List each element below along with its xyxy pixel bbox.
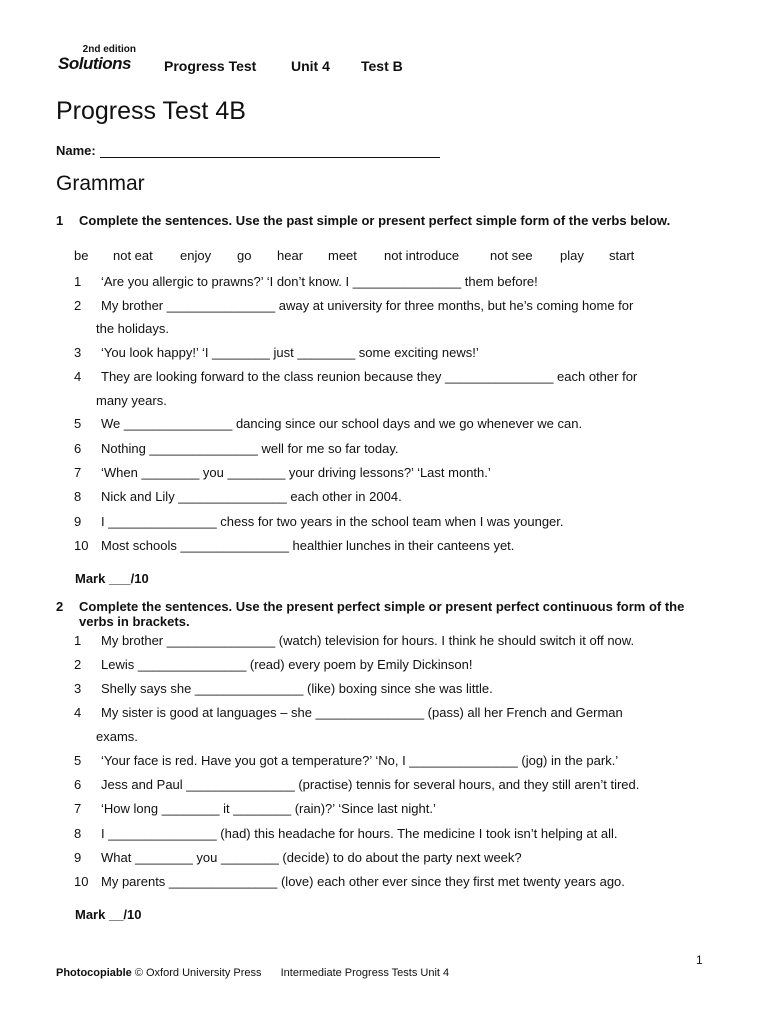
item-number: 5	[74, 416, 82, 431]
item-number: 5	[74, 753, 82, 768]
item-number: 2	[74, 298, 82, 313]
q2-mark: Mark __/10	[75, 907, 142, 922]
footer-course: Intermediate Progress Tests Unit 4	[280, 967, 450, 979]
item-number: 9	[74, 514, 82, 529]
name-label: Name:	[56, 143, 96, 158]
word-bank-item: start	[609, 248, 635, 263]
header-unit: Unit 4	[291, 58, 330, 74]
footer-photocopiable: Photocopiable	[56, 967, 132, 979]
item-number: 8	[74, 489, 82, 504]
word-bank-item: not see	[490, 248, 533, 263]
item-text: Shelly says she _______________ (like) boxing since she was little.	[101, 681, 493, 696]
item-number: 1	[74, 274, 82, 289]
item-number: 2	[74, 657, 82, 672]
item-number: 7	[74, 801, 82, 816]
word-bank-item: go	[237, 248, 252, 263]
item-text: I _______________ chess for two years in the school team when I was younger.	[101, 514, 564, 529]
item-text: My brother _______________ away at university for three months, but he’s coming home for	[101, 298, 634, 313]
q2-number: 2	[56, 599, 64, 614]
edition-label: 2nd edition	[82, 44, 136, 55]
item-number: 8	[74, 826, 82, 841]
item-text: ‘You look happy!’ ‘I ________ just ________ some exciting news!’	[101, 345, 479, 360]
name-line	[100, 145, 440, 158]
page-number: 1	[696, 953, 703, 967]
item-number: 4	[74, 369, 82, 384]
item-number: 7	[74, 465, 82, 480]
item-text: ‘Your face is red. Have you got a temperature?’ ‘No, I _______________ (jog) in the park.’	[101, 753, 619, 768]
item-text: Nick and Lily _______________ each other in 2004.	[101, 489, 402, 504]
item-text: Most schools _______________ healthier lunches in their canteens yet.	[101, 538, 515, 553]
item-number: 3	[74, 681, 82, 696]
item-number: 6	[74, 777, 82, 792]
item-text: ‘When ________ you ________ your driving lessons?’ ‘Last month.’	[101, 465, 491, 480]
item-text: What ________ you ________ (decide) to do about the party next week?	[101, 850, 522, 865]
q1-number: 1	[56, 213, 64, 228]
header-progress-test: Progress Test	[164, 58, 257, 74]
name-field	[56, 143, 440, 158]
word-bank-item: meet	[328, 248, 357, 263]
item-number: 10	[74, 538, 89, 553]
word-bank-item: not introduce	[384, 248, 460, 263]
item-number: 10	[74, 874, 89, 889]
item-text: My brother _______________ (watch) television for hours. I think he should switch it off now.	[101, 633, 635, 648]
item-text: Lewis _______________ (read) every poem by Emily Dickinson!	[101, 657, 473, 672]
footer	[56, 967, 449, 979]
item-number: 3	[74, 345, 82, 360]
item-number: 9	[74, 850, 82, 865]
brand-name: Solutions	[58, 54, 131, 73]
item-text: Nothing _______________ well for me so far today.	[101, 441, 399, 456]
q1-instruction: Complete the sentences. Use the past simple or present perfect simple form of the verbs below.	[79, 213, 671, 228]
item-text: ‘How long ________ it ________ (rain)?’ ‘Since last night.’	[101, 801, 436, 816]
item-text: They are looking forward to the class reunion because they _______________ each other for	[101, 369, 638, 384]
item-text: We _______________ dancing since our school days and we go whenever we can.	[101, 416, 583, 431]
q1-mark: Mark ___/10	[75, 571, 149, 586]
header-test: Test B	[361, 58, 403, 74]
word-bank-item: play	[560, 248, 584, 263]
item-continuation: the holidays.	[96, 321, 169, 336]
item-number: 4	[74, 705, 82, 720]
item-text: My sister is good at languages – she _______________ (pass) all her French and German	[101, 705, 623, 720]
item-number: 6	[74, 441, 82, 456]
item-text: ‘Are you allergic to prawns?’ ‘I don’t know. I _______________ them before!	[101, 274, 538, 289]
item-continuation: many years.	[96, 393, 167, 408]
q2-instruction: Complete the sentences. Use the present perfect simple or present perfect continuous form of the verbs in brackets.	[79, 599, 685, 629]
word-bank-item: be	[74, 248, 89, 263]
item-number: 1	[74, 633, 82, 648]
page-title: Progress Test 4B	[56, 97, 246, 125]
section-title: Grammar	[56, 172, 145, 195]
item-text: Jess and Paul _______________ (practise) tennis for several hours, and they still aren’t tired.	[101, 777, 640, 792]
word-bank-item: enjoy	[180, 248, 212, 263]
item-text: I _______________ (had) this headache for hours. The medicine I took isn’t helping at all.	[101, 826, 618, 841]
q1-heading	[56, 213, 704, 228]
word-bank-item: not eat	[113, 248, 153, 263]
q2-heading	[56, 599, 704, 629]
word-bank-item: hear	[277, 248, 304, 263]
item-continuation: exams.	[96, 729, 138, 744]
solutions-logo	[58, 44, 142, 74]
footer-publisher: © Oxford University Press	[134, 967, 262, 979]
item-text: My parents _______________ (love) each other ever since they first met twenty years ago.	[101, 874, 625, 889]
